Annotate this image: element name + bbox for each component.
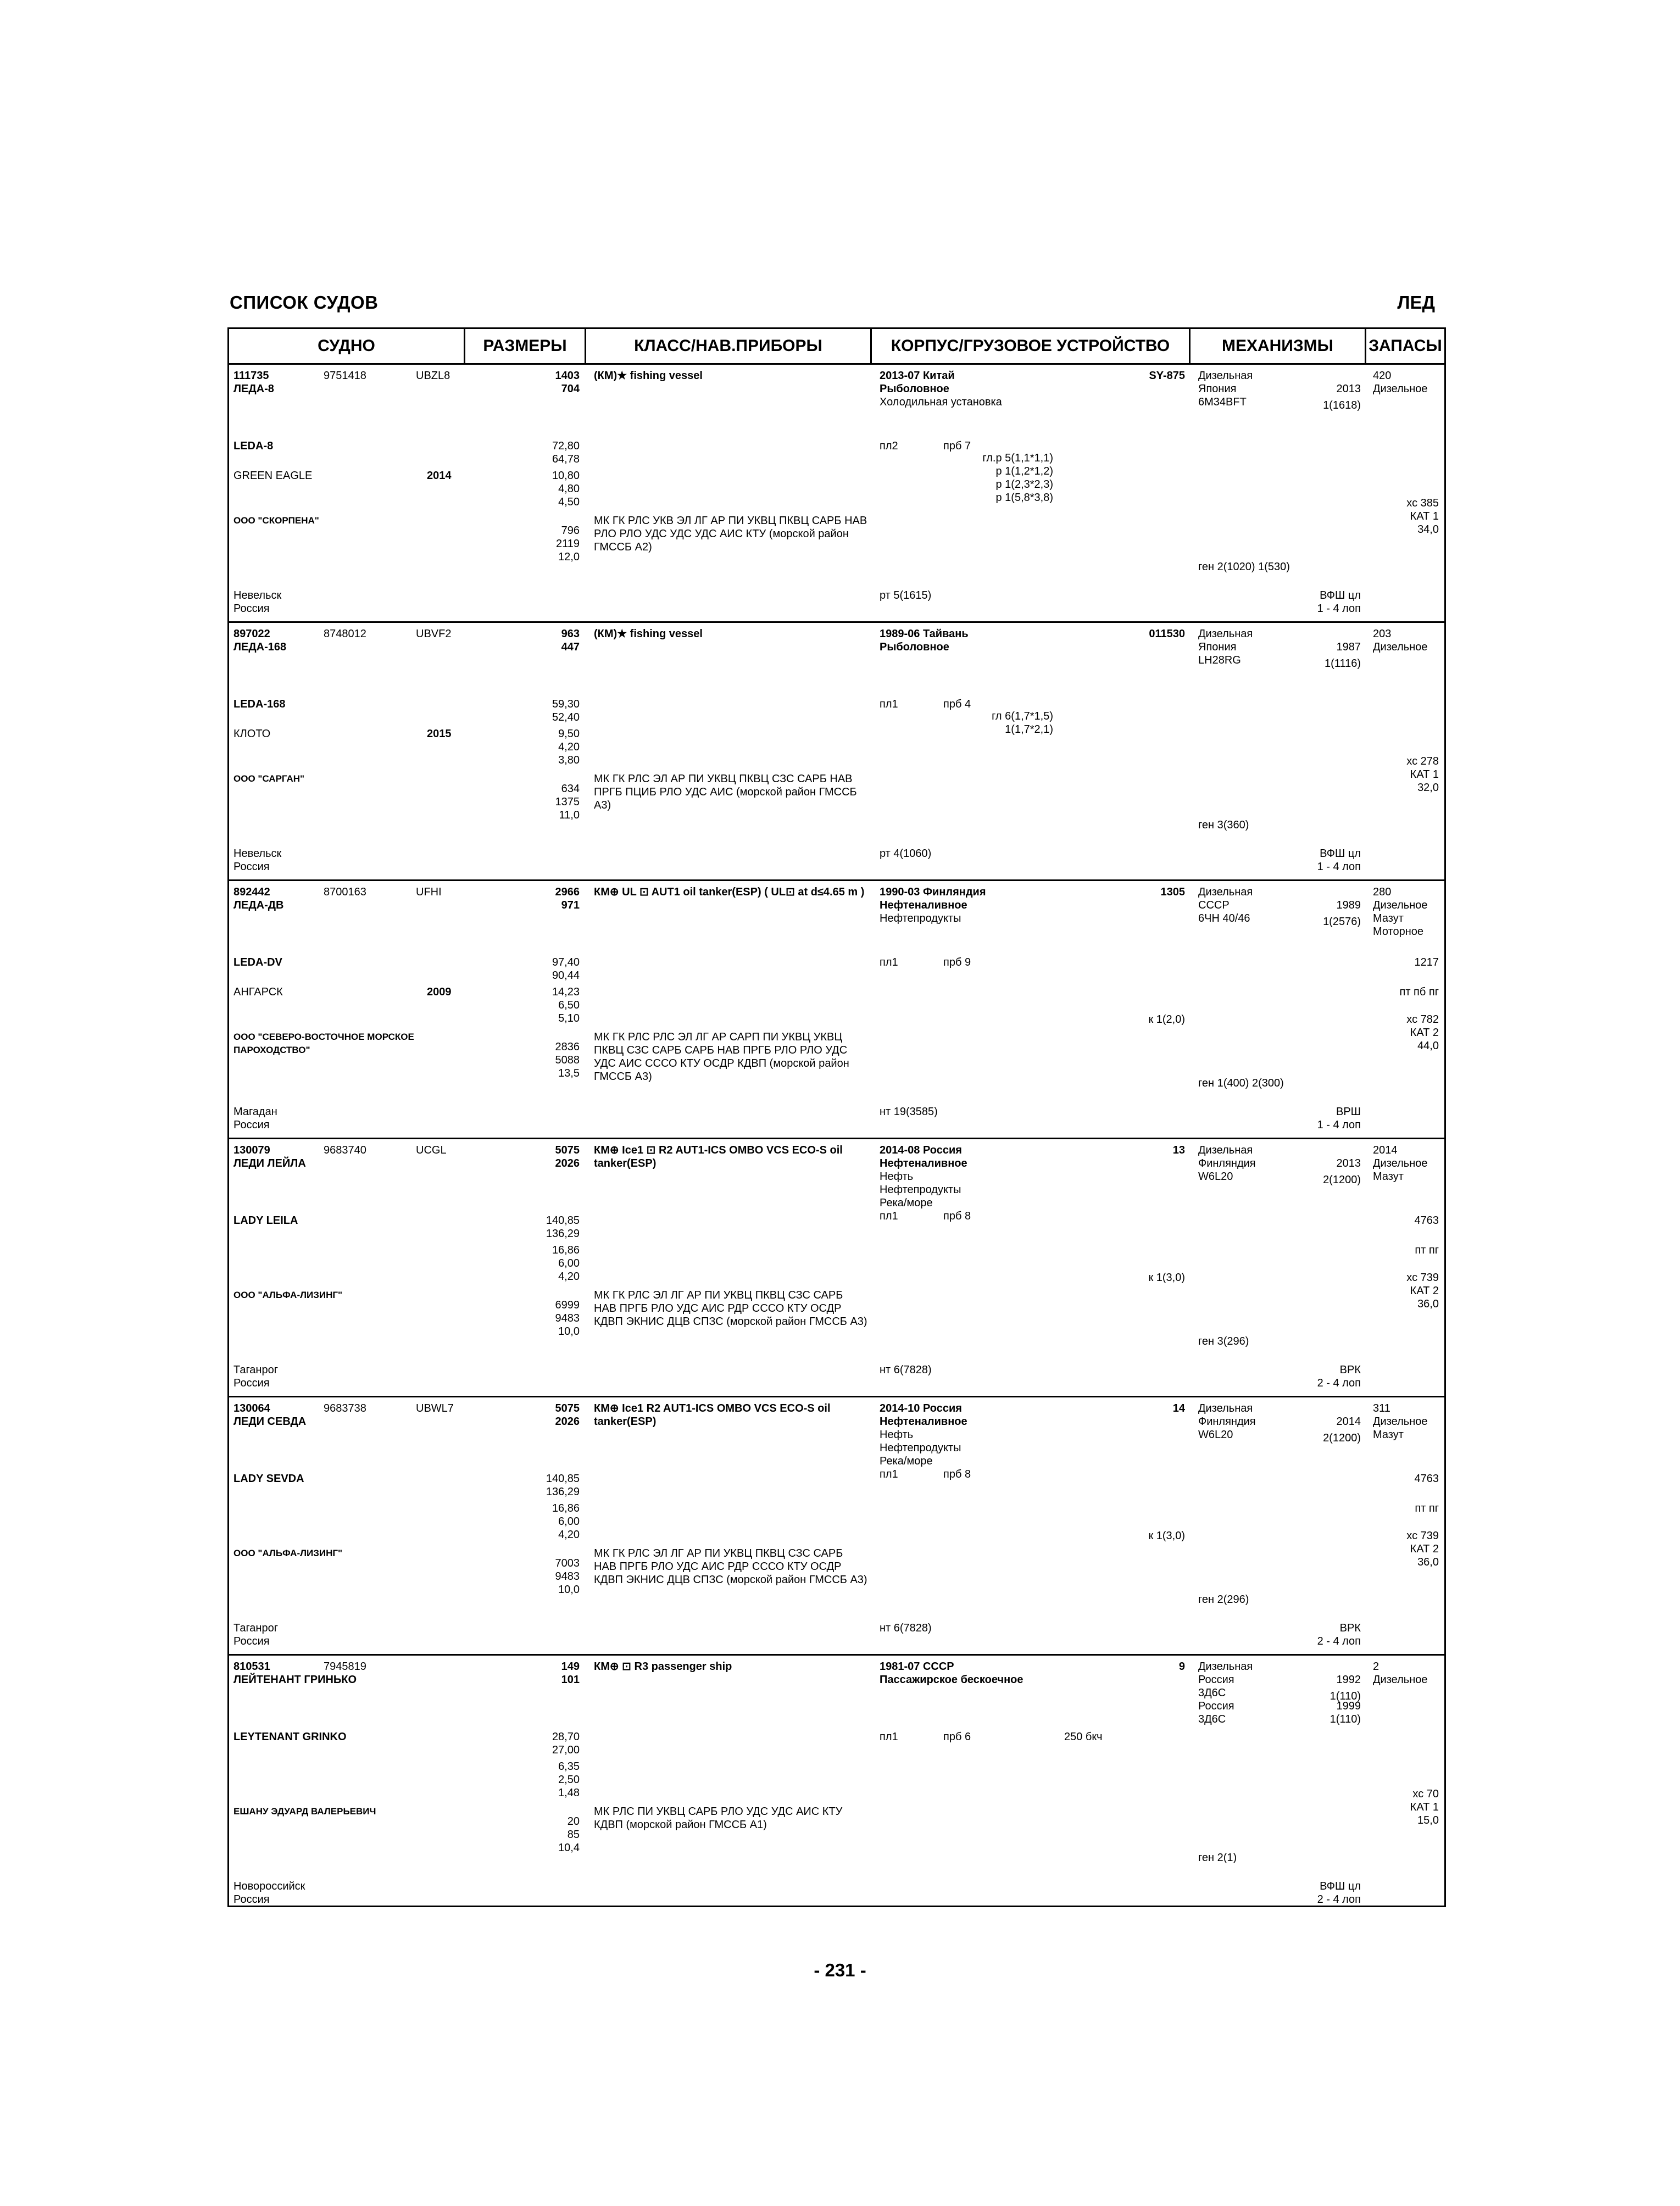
dimension-value: 2966 bbox=[555, 886, 580, 898]
propeller: ВФШ цл bbox=[1320, 848, 1361, 860]
stores-fuel: Мазут bbox=[1373, 912, 1404, 924]
hull-holds: прб 6 bbox=[943, 1731, 971, 1743]
dimension-value: 1403 bbox=[555, 370, 580, 382]
stores-autonomy: 15,0 bbox=[1417, 1814, 1439, 1826]
dimension-value: 2026 bbox=[555, 1157, 580, 1169]
class-notation: (КМ)★ fishing vessel bbox=[594, 628, 703, 640]
propeller: ВРШ bbox=[1336, 1106, 1361, 1118]
home-port: Таганрог bbox=[233, 1364, 279, 1376]
class-notation: (КМ)★ fishing vessel bbox=[594, 370, 703, 382]
vessel-name: ЛЕДИ СЕВДА bbox=[233, 1416, 307, 1428]
col-class: КЛАСС/НАВ.ПРИБОРЫ bbox=[586, 329, 872, 363]
hull-decks: пл1 bbox=[880, 1468, 898, 1480]
hull-yard-number: SY-875 bbox=[1149, 370, 1185, 382]
class-notation: КМ⊕ Ice1 ⊡ R2 AUT1-ICS OMBO VCS ECO-S oil tanker(ESP) bbox=[594, 1144, 843, 1169]
dimension-value: 634 bbox=[561, 783, 580, 795]
hull-cargo-gear: к 1(3,0) bbox=[1148, 1272, 1185, 1284]
hull-type: Пассажирское бескоечное bbox=[880, 1674, 1023, 1686]
vessel-record bbox=[229, 1138, 1444, 1396]
dimension-value: 149 bbox=[561, 1661, 580, 1673]
hull-built: 2014-08 Россия bbox=[880, 1144, 962, 1156]
engine-year: 1999 bbox=[1336, 1700, 1361, 1712]
home-port: Новороссийск bbox=[233, 1880, 305, 1892]
hull-holds: прб 9 bbox=[943, 956, 971, 968]
class-notation: КМ⊕ ⊡ R3 passenger ship bbox=[594, 1661, 732, 1673]
hull-refrigeration: нт 19(3585) bbox=[880, 1106, 938, 1118]
hull-hatch: гл 6(1,7*1,5) bbox=[992, 710, 1053, 722]
dimension-value: 10,80 bbox=[552, 470, 580, 482]
dimension-value: 963 bbox=[561, 628, 580, 640]
dimension-value: 13,5 bbox=[558, 1067, 580, 1079]
dimension-value: 28,70 bbox=[552, 1731, 580, 1743]
stores-value: 280 bbox=[1373, 886, 1392, 898]
engine-type: Дизельная bbox=[1198, 1144, 1253, 1156]
hull-refrigeration: рт 4(1060) bbox=[880, 848, 932, 860]
stores-autonomy: 44,0 bbox=[1417, 1040, 1439, 1052]
hull-hatch: р 1(5,8*3,8) bbox=[995, 492, 1053, 504]
dimension-value: 704 bbox=[561, 383, 580, 395]
hull-holds: прб 7 bbox=[943, 440, 971, 452]
engine-power: 1(1618) bbox=[1323, 399, 1361, 411]
engine-model: 3Д6С bbox=[1198, 1687, 1226, 1699]
stores-fuel: Дизельное bbox=[1373, 1416, 1428, 1428]
vessel-record bbox=[229, 1396, 1444, 1654]
engine-country: СССР bbox=[1198, 899, 1230, 911]
dimension-value: 971 bbox=[561, 899, 580, 911]
engine-year: 1987 bbox=[1336, 641, 1361, 653]
flag-country: Россия bbox=[233, 603, 270, 615]
list-title: СПИСОК СУДОВ bbox=[230, 292, 379, 313]
dimension-value: 11,0 bbox=[559, 809, 580, 821]
dimension-value: 2026 bbox=[555, 1416, 580, 1428]
stores-value: 311 bbox=[1373, 1402, 1390, 1414]
engine-type: Дизельная bbox=[1198, 886, 1253, 898]
dimension-value: 7003 bbox=[555, 1557, 580, 1569]
nav-equipment: МК РЛС ПИ УКВЦ САРБ РЛО УДС УДС АИС КТУ КДВП (морской район ГМССБ А1) bbox=[594, 1806, 843, 1831]
dimension-value: 9,50 bbox=[558, 728, 580, 740]
dimension-value: 10,0 bbox=[558, 1584, 580, 1596]
engine-type: Дизельная bbox=[1198, 370, 1253, 382]
hull-type: Рыболовное bbox=[880, 383, 949, 395]
reg-number: 897022 bbox=[233, 628, 270, 640]
dimension-value: 85 bbox=[567, 1829, 580, 1841]
stores-value: 1217 bbox=[1414, 956, 1439, 968]
hull-type: Нефтеналивное bbox=[880, 1416, 967, 1428]
engine-type: Дизельная bbox=[1198, 628, 1253, 640]
section-letters: ЛЕД bbox=[1397, 292, 1435, 313]
owner: ООО "АЛЬФА-ЛИЗИНГ" bbox=[233, 1290, 343, 1300]
propeller-blades: 1 - 4 лоп bbox=[1317, 603, 1361, 615]
former-name-year: 2014 bbox=[427, 470, 452, 482]
dimension-value: 136,29 bbox=[546, 1486, 580, 1498]
hull-decks: пл1 bbox=[880, 956, 898, 968]
hull-cargo-type: Нефтепродукты bbox=[880, 1184, 961, 1196]
propeller-blades: 1 - 4 лоп bbox=[1317, 1119, 1361, 1131]
engine-country: Финляндия bbox=[1198, 1416, 1256, 1428]
vessel-name: ЛЕДА-168 bbox=[233, 641, 287, 653]
dimension-value: 1,48 bbox=[558, 1787, 580, 1799]
stores-autonomy: 36,0 bbox=[1417, 1556, 1439, 1568]
dimension-value: 64,78 bbox=[552, 453, 580, 465]
col-dimensions: РАЗМЕРЫ bbox=[465, 329, 586, 363]
reg-number: 892442 bbox=[233, 886, 270, 898]
owner: ЕШАНУ ЭДУАРД ВАЛЕРЬЕВИЧ bbox=[233, 1806, 376, 1817]
flag-country: Россия bbox=[233, 1377, 270, 1389]
hull-cargo-gear: к 1(2,0) bbox=[1148, 1013, 1185, 1026]
engine-type: Дизельная bbox=[1198, 1661, 1253, 1673]
dimension-value: 4,80 bbox=[558, 483, 580, 495]
call-sign: UCGL bbox=[416, 1144, 447, 1156]
hull-cargo-type: Река/море bbox=[880, 1455, 933, 1467]
owner: ООО "СЕВЕРО-ВОСТОЧНОЕ МОРСКОЕ ПАРОХОДСТВО" bbox=[233, 1032, 414, 1055]
engine-country: Финляндия bbox=[1198, 1157, 1256, 1169]
hull-yard-number: 14 bbox=[1172, 1402, 1185, 1414]
hull-decks: пл1 bbox=[880, 1731, 898, 1743]
vessel-name-latin: LEDA-8 bbox=[233, 440, 274, 452]
stores-value: 203 bbox=[1373, 628, 1392, 640]
hull-refrigeration: рт 5(1615) bbox=[880, 589, 932, 601]
stores-value: 2 bbox=[1373, 1661, 1379, 1673]
nav-equipment: МК ГК РЛС РЛС ЭЛ ЛГ АР САРП ПИ УКВЦ УКВЦ ПКВЦ СЗС САРБ САРБ НАВ ПРГБ РЛО РЛО УДС УДС АИС СССО КТУ ОСДР КДВП (морской район ГМССБ А3) bbox=[594, 1031, 849, 1083]
dimension-value: 9483 bbox=[555, 1570, 580, 1583]
vessel-record bbox=[229, 621, 1444, 879]
call-sign: UBVF2 bbox=[416, 628, 452, 640]
engine-model: W6L20 bbox=[1198, 1171, 1233, 1183]
stores-fuel: Дизельное bbox=[1373, 899, 1428, 911]
dimension-value: 10,0 bbox=[558, 1325, 580, 1338]
dimension-value: 27,00 bbox=[552, 1744, 580, 1756]
dimension-value: 2119 bbox=[555, 538, 580, 550]
hull-built: 2013-07 Китай bbox=[880, 370, 955, 382]
hull-hatch: р 1(1,2*1,2) bbox=[995, 465, 1053, 477]
engine-country: Россия bbox=[1198, 1674, 1234, 1686]
former-name: GREEN EAGLE bbox=[233, 470, 313, 482]
hull-built: 1990-03 Финляндия bbox=[880, 886, 986, 898]
dimension-value: 10,4 bbox=[558, 1842, 580, 1854]
reg-number: 810531 bbox=[233, 1661, 270, 1673]
stores-crew: хс 739 bbox=[1406, 1272, 1439, 1284]
hull-yard-number: 011530 bbox=[1149, 628, 1185, 640]
dimension-value: 101 bbox=[561, 1674, 580, 1686]
stores-fuel: Моторное bbox=[1373, 926, 1424, 938]
hull-crane: 250 бкч bbox=[1064, 1731, 1103, 1743]
vessel-name-latin: LADY SEVDA bbox=[233, 1473, 304, 1485]
ship-table bbox=[227, 327, 1446, 1907]
dimension-value: 4,50 bbox=[558, 496, 580, 508]
hull-type: Нефтеналивное bbox=[880, 899, 967, 911]
hull-yard-number: 9 bbox=[1178, 1661, 1185, 1673]
dimension-value: 4,20 bbox=[558, 1271, 580, 1283]
imo-number: 8700163 bbox=[324, 886, 366, 898]
dimension-value: 6,00 bbox=[558, 1516, 580, 1528]
dimension-value: 2836 bbox=[555, 1041, 580, 1053]
dimension-value: 12,0 bbox=[558, 551, 580, 563]
dimension-value: 140,85 bbox=[546, 1215, 580, 1227]
dimension-value: 4,20 bbox=[558, 1529, 580, 1541]
dimension-value: 6,00 bbox=[558, 1257, 580, 1269]
nav-equipment: МК ГК РЛС УКВ ЭЛ ЛГ АР ПИ УКВЦ ПКВЦ САРБ НАВ РЛО РЛО УДС УДС УДС АИС КТУ (морской район ГМССБ А2) bbox=[594, 515, 867, 553]
former-name-year: 2009 bbox=[427, 986, 452, 998]
dimension-value: 136,29 bbox=[546, 1228, 580, 1240]
propeller-blades: 1 - 4 лоп bbox=[1317, 861, 1361, 873]
dimension-value: 59,30 bbox=[552, 698, 580, 710]
flag-country: Россия bbox=[233, 861, 270, 873]
stores-category: КАТ 1 bbox=[1410, 768, 1439, 781]
hull-built: 1981-07 СССР bbox=[880, 1661, 954, 1673]
engine-year: 2013 bbox=[1336, 383, 1361, 395]
engine-model: W6L20 bbox=[1198, 1429, 1233, 1441]
dimension-value: 5075 bbox=[555, 1144, 580, 1156]
propeller: ВФШ цл bbox=[1320, 1880, 1361, 1892]
propeller-blades: 2 - 4 лоп bbox=[1317, 1893, 1361, 1906]
hull-hatch: гл.р 5(1,1*1,1) bbox=[982, 452, 1053, 464]
vessel-name: ЛЕДИ ЛЕЙЛА bbox=[233, 1157, 306, 1169]
engine-model: 6ЧН 40/46 bbox=[1198, 912, 1250, 924]
dimension-value: 90,44 bbox=[552, 970, 580, 982]
engine-country: Россия bbox=[1198, 1700, 1234, 1712]
dimension-value: 16,86 bbox=[552, 1502, 580, 1514]
vessel-name-latin: LEYTENANT GRINKO bbox=[233, 1731, 347, 1743]
engine-power: 1(110) bbox=[1329, 1713, 1361, 1725]
engine-year: 2013 bbox=[1336, 1157, 1361, 1169]
stores-crew: хс 782 bbox=[1406, 1013, 1439, 1026]
nav-equipment: МК ГК РЛС ЭЛ АР ПИ УКВЦ ПКВЦ СЗС САРБ НАВ ПРГБ ПЦИБ РЛО УДС АИС (морской район ГМССБ А3) bbox=[594, 773, 857, 811]
hull-holds: прб 4 bbox=[943, 698, 971, 710]
imo-number: 8748012 bbox=[324, 628, 366, 640]
vessel-name-latin: LADY LEILA bbox=[233, 1215, 298, 1227]
class-notation: КМ⊕ Ice1 R2 AUT1-ICS OMBO VCS ECO-S oil tanker(ESP) bbox=[594, 1402, 831, 1428]
home-port: Невельск bbox=[233, 589, 282, 601]
nav-equipment: МК ГК РЛС ЭЛ ЛГ АР ПИ УКВЦ ПКВЦ СЗС САРБ НАВ ПРГБ РЛО УДС АИС РДР СССО КТУ ОСДР КДВП ЭКНИС ДЦВ СПЗС (морской район ГМССБ А3) bbox=[594, 1547, 867, 1586]
reg-number: 111735 bbox=[233, 370, 269, 382]
hull-holds: прб 8 bbox=[943, 1210, 971, 1222]
stores-fuel: Дизельное bbox=[1373, 641, 1428, 653]
owner: ООО "САРГАН" bbox=[233, 773, 305, 784]
propeller-blades: 2 - 4 лоп bbox=[1317, 1377, 1361, 1389]
hull-refrigeration: нт 6(7828) bbox=[880, 1364, 932, 1376]
home-port: Невельск bbox=[233, 848, 282, 860]
dimension-value: 52,40 bbox=[552, 711, 580, 723]
hull-refrigeration: нт 6(7828) bbox=[880, 1622, 932, 1634]
dimension-value: 20 bbox=[567, 1815, 580, 1828]
engine-power: 1(110) bbox=[1329, 1690, 1361, 1702]
reg-number: 130079 bbox=[233, 1144, 270, 1156]
dimension-value: 5,10 bbox=[558, 1012, 580, 1024]
home-port: Магадан bbox=[233, 1106, 277, 1118]
hull-decks: пл2 bbox=[880, 440, 898, 452]
dimension-value: 6,35 bbox=[558, 1761, 580, 1773]
reg-number: 130064 bbox=[233, 1402, 270, 1414]
stores-category: КАТ 2 bbox=[1410, 1027, 1439, 1039]
class-notation: КМ⊕ UL ⊡ AUT1 oil tanker(ESP) ( UL⊡ at d≤4.65 m ) bbox=[594, 886, 865, 898]
imo-number: 9683740 bbox=[324, 1144, 366, 1156]
imo-number: 9683738 bbox=[324, 1402, 366, 1414]
hull-cargo-type: Нефтепродукты bbox=[880, 912, 961, 924]
vessel-name: ЛЕДА-ДВ bbox=[233, 899, 284, 911]
former-name-year: 2015 bbox=[427, 728, 452, 740]
hull-decks: пл1 bbox=[880, 1210, 898, 1222]
stores-value: 2014 bbox=[1373, 1144, 1398, 1156]
stores-category: КАТ 1 bbox=[1410, 510, 1439, 522]
vessel-name: ЛЕЙТЕНАНТ ГРИНЬКО bbox=[233, 1674, 357, 1686]
vessel-name: ЛЕДА-8 bbox=[233, 383, 274, 395]
engine-model: 3Д6С bbox=[1198, 1713, 1226, 1725]
former-name: АНГАРСК bbox=[233, 986, 283, 998]
propeller: ВФШ цл bbox=[1320, 589, 1361, 601]
stores-category: КАТ 2 bbox=[1410, 1285, 1439, 1297]
former-name: КЛОТО bbox=[233, 728, 271, 740]
generators: ген 3(296) bbox=[1198, 1335, 1249, 1347]
engine-power: 2(1200) bbox=[1323, 1174, 1361, 1186]
vessel-name-latin: LEDA-DV bbox=[233, 956, 282, 968]
stores-fuel: Дизельное bbox=[1373, 383, 1428, 395]
dimension-value: 2,50 bbox=[558, 1774, 580, 1786]
stores-fuel-kinds: пт пг bbox=[1415, 1502, 1439, 1514]
flag-country: Россия bbox=[233, 1119, 270, 1131]
hull-built: 1989-06 Тайвань bbox=[880, 628, 969, 640]
dimension-value: 1375 bbox=[555, 796, 580, 808]
col-machinery: МЕХАНИЗМЫ bbox=[1191, 329, 1366, 363]
dimension-value: 97,40 bbox=[552, 956, 580, 968]
stores-crew: хс 70 bbox=[1412, 1788, 1439, 1800]
flag-country: Россия bbox=[233, 1635, 270, 1647]
stores-value: 4763 bbox=[1414, 1215, 1439, 1227]
hull-type: Нефтеналивное bbox=[880, 1157, 967, 1169]
imo-number: 9751418 bbox=[324, 370, 366, 382]
dimension-value: 14,23 bbox=[552, 986, 580, 998]
dimension-value: 16,86 bbox=[552, 1244, 580, 1256]
dimension-value: 447 bbox=[561, 641, 580, 653]
page-number: - 231 - bbox=[814, 1960, 866, 1980]
engine-type: Дизельная bbox=[1198, 1402, 1253, 1414]
col-stores: ЗАПАСЫ bbox=[1369, 337, 1442, 355]
engine-country: Япония bbox=[1198, 641, 1237, 653]
hull-hatch: р 1(2,3*2,3) bbox=[995, 478, 1053, 491]
hull-built: 2014-10 Россия bbox=[880, 1402, 962, 1414]
generators: ген 2(1020) 1(530) bbox=[1198, 561, 1290, 573]
call-sign: UFHI bbox=[416, 886, 442, 898]
dimension-value: 5075 bbox=[555, 1402, 580, 1414]
dimension-value: 6999 bbox=[555, 1299, 580, 1311]
imo-number: 7945819 bbox=[324, 1661, 366, 1673]
stores-fuel-kinds: пт пг bbox=[1415, 1244, 1439, 1256]
stores-category: КАТ 2 bbox=[1410, 1543, 1439, 1555]
col-hull: КОРПУС/ГРУЗОВОЕ УСТРОЙСТВО bbox=[872, 329, 1191, 363]
stores-fuel: Мазут bbox=[1373, 1429, 1404, 1441]
vessel-record bbox=[229, 1654, 1444, 1912]
stores-value: 4763 bbox=[1414, 1473, 1439, 1485]
hull-cargo-type: Холодильная установка bbox=[880, 396, 1002, 408]
hull-cargo-type: Нефть bbox=[880, 1171, 914, 1183]
propeller: ВРК bbox=[1339, 1622, 1361, 1634]
home-port: Таганрог bbox=[233, 1622, 279, 1634]
owner: ООО "АЛЬФА-ЛИЗИНГ" bbox=[233, 1548, 343, 1558]
stores-fuel: Дизельное bbox=[1373, 1157, 1428, 1169]
nav-equipment: МК ГК РЛС ЭЛ ЛГ АР ПИ УКВЦ ПКВЦ СЗС САРБ НАВ ПРГБ РЛО УДС АИС РДР СССО КТУ ОСДР КДВП ЭКНИС ДЦВ СПЗС (морской район ГМССБ А3) bbox=[594, 1289, 867, 1328]
stores-autonomy: 36,0 bbox=[1417, 1298, 1439, 1310]
dimension-value: 5088 bbox=[555, 1054, 580, 1066]
dimension-value: 4,20 bbox=[558, 741, 580, 753]
engine-year: 2014 bbox=[1336, 1416, 1361, 1428]
dimension-value: 6,50 bbox=[558, 999, 580, 1011]
engine-power: 1(1116) bbox=[1325, 658, 1361, 670]
hull-cargo-gear: к 1(3,0) bbox=[1148, 1530, 1185, 1542]
col-vessel: СУДНО bbox=[229, 329, 465, 363]
generators: ген 2(296) bbox=[1198, 1594, 1249, 1606]
stores-crew: хс 739 bbox=[1406, 1530, 1439, 1542]
generators: ген 1(400) 2(300) bbox=[1198, 1077, 1284, 1089]
vessel-name-latin: LEDA-168 bbox=[233, 698, 286, 710]
flag-country: Россия bbox=[233, 1893, 270, 1906]
engine-model: LH28RG bbox=[1198, 654, 1241, 666]
stores-crew: хс 278 bbox=[1406, 755, 1439, 767]
engine-power: 1(2576) bbox=[1323, 916, 1361, 928]
vessel-record bbox=[229, 879, 1444, 1138]
stores-fuel: Дизельное bbox=[1373, 1674, 1428, 1686]
engine-year: 1992 bbox=[1336, 1674, 1361, 1686]
hull-hatch: 1(1,7*2,1) bbox=[1005, 723, 1053, 736]
hull-cargo-type: Нефть bbox=[880, 1429, 914, 1441]
stores-crew: хс 385 bbox=[1406, 497, 1439, 509]
dimension-value: 140,85 bbox=[546, 1473, 580, 1485]
hull-holds: прб 8 bbox=[943, 1468, 971, 1480]
propeller: ВРК bbox=[1339, 1364, 1361, 1376]
engine-model: 6M34BFT bbox=[1198, 396, 1247, 408]
dimension-value: 72,80 bbox=[552, 440, 580, 452]
dimension-value: 3,80 bbox=[558, 754, 580, 766]
hull-type: Рыболовное bbox=[880, 641, 949, 653]
stores-value: 420 bbox=[1373, 370, 1392, 382]
owner: ООО "СКОРПЕНА" bbox=[233, 515, 319, 526]
dimension-value: 796 bbox=[561, 525, 580, 537]
stores-fuel-kinds: пт пб пг bbox=[1399, 986, 1439, 998]
generators: ген 2(1) bbox=[1198, 1852, 1237, 1864]
generators: ген 3(360) bbox=[1198, 819, 1249, 831]
hull-cargo-type: Река/море bbox=[880, 1197, 933, 1209]
hull-yard-number: 1305 bbox=[1160, 886, 1185, 898]
propeller-blades: 2 - 4 лоп bbox=[1317, 1635, 1361, 1647]
stores-autonomy: 32,0 bbox=[1417, 782, 1439, 794]
stores-category: КАТ 1 bbox=[1410, 1801, 1439, 1813]
vessel-record bbox=[229, 363, 1444, 621]
dimension-value: 9483 bbox=[555, 1312, 580, 1324]
engine-country: Япония bbox=[1198, 383, 1237, 395]
engine-power: 2(1200) bbox=[1323, 1432, 1361, 1444]
call-sign: UBZL8 bbox=[416, 370, 450, 382]
engine-year: 1989 bbox=[1336, 899, 1361, 911]
hull-yard-number: 13 bbox=[1172, 1144, 1185, 1156]
stores-fuel: Мазут bbox=[1373, 1171, 1404, 1183]
hull-cargo-type: Нефтепродукты bbox=[880, 1442, 961, 1454]
hull-decks: пл1 bbox=[880, 698, 898, 710]
stores-autonomy: 34,0 bbox=[1417, 523, 1439, 536]
call-sign: UBWL7 bbox=[416, 1402, 454, 1414]
